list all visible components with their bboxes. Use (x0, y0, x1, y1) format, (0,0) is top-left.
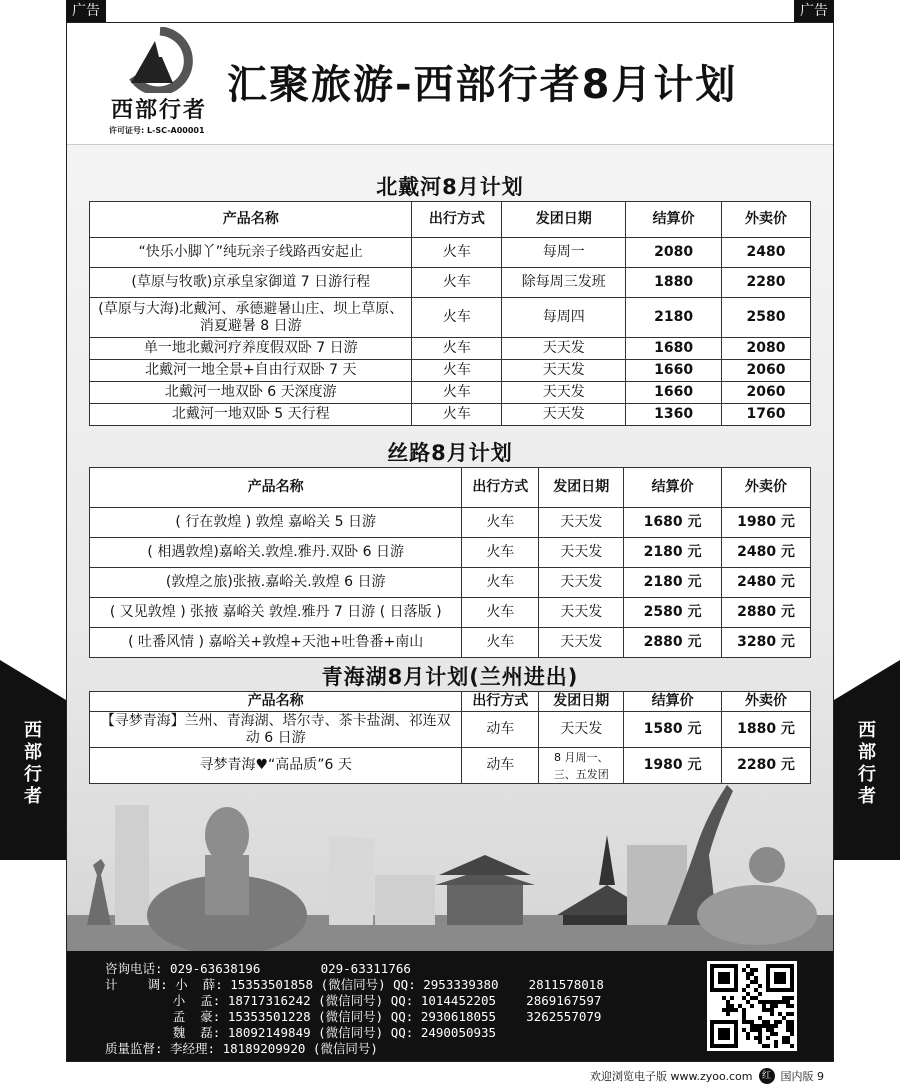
landmark-skyline-illustration (67, 765, 833, 951)
footer-edition: 国内版 9 (780, 1070, 824, 1083)
cell-name: (草原与牧歌)京承皇家御道 7 日游行程 (90, 268, 412, 298)
cell-cost: 1680 (626, 338, 722, 360)
cell-mode: 火车 (412, 338, 502, 360)
cell-mode: 火车 (462, 598, 539, 628)
cell-price: 2480 元 (722, 538, 811, 568)
cell-date: 天天发 (539, 538, 624, 568)
cell-price: 2060 (722, 360, 811, 382)
side-char: 行 (24, 764, 42, 785)
contact-phone: 咨询电话: 029-63638196 029-63311766 (105, 961, 411, 976)
table-row (90, 298, 811, 338)
footer-website: 欢迎浏览电子版 www.zyoo.com (589, 1070, 753, 1083)
section-title-beidaihe: 北戴河8月计划 (376, 175, 524, 199)
cell-name: 北戴河一地全景+自由行双卧 7 天 (90, 360, 412, 382)
cell-name: ( 相遇敦煌)嘉峪关.敦煌.雅丹.双卧 6 日游 (90, 538, 462, 568)
cell-mode: 火车 (412, 404, 502, 426)
cell-mode: 火车 (412, 298, 502, 338)
page-title: 汇聚旅游-西部行者8月计划 (227, 62, 738, 108)
side-char: 者 (858, 786, 876, 807)
column-header: 出行方式 (412, 202, 502, 238)
column-header: 发团日期 (502, 202, 626, 238)
side-banner-text (0, 720, 66, 808)
cell-name: 单一地北戴河疗养度假双卧 7 日游 (90, 338, 412, 360)
cell-cost: 1880 (626, 268, 722, 298)
column-header: 出行方式 (462, 468, 539, 508)
page-footer (590, 1068, 824, 1084)
cell-date: 8 月周一、三、五发团 (539, 748, 624, 784)
cell-mode: 火车 (412, 238, 502, 268)
table-row (90, 338, 811, 360)
side-banner-text (834, 720, 900, 808)
cell-cost: 2180 元 (624, 568, 722, 598)
side-char: 部 (858, 742, 876, 763)
cell-price: 1980 元 (722, 508, 811, 538)
cell-cost: 1660 (626, 360, 722, 382)
side-char: 西 (858, 720, 876, 741)
table-row (90, 238, 811, 268)
column-header: 产品名称 (90, 468, 462, 508)
cell-date: 天天发 (502, 382, 626, 404)
cell-cost: 2180 元 (624, 538, 722, 568)
table-row (90, 382, 811, 404)
cell-name: (草原与大海)北戴河、承德避暑山庄、坝上草原、消夏避暑 8 日游 (90, 298, 412, 338)
column-header: 发团日期 (539, 468, 624, 508)
logo-text: 西部行者 (111, 97, 208, 123)
cell-date: 除每周三发班 (502, 268, 626, 298)
cell-mode: 火车 (462, 508, 539, 538)
cell-price: 2080 (722, 338, 811, 360)
column-header: 结算价 (624, 468, 722, 508)
advertisement-page (66, 22, 834, 1062)
cell-cost: 1660 (626, 382, 722, 404)
red-edition-icon: 红 (759, 1068, 775, 1084)
page-header (67, 23, 833, 145)
cell-date: 每周一 (502, 238, 626, 268)
cell-price: 1880 元 (722, 712, 811, 748)
cell-name: 北戴河一地双卧 5 天行程 (90, 404, 412, 426)
cell-name: ( 吐番风情 ) 嘉峪关+敦煌+天池+吐鲁番+南山 (90, 628, 462, 658)
contact-panel (67, 951, 833, 1061)
table-row (90, 568, 811, 598)
table-row (90, 404, 811, 426)
silk-road-plan-table (89, 467, 811, 658)
cell-mode: 火车 (462, 568, 539, 598)
cell-mode: 火车 (412, 360, 502, 382)
side-char: 西 (24, 720, 42, 741)
cell-mode: 动车 (462, 748, 539, 784)
planner-contact: 小 孟: 18717316242 (微信同号) QQ: 1014452205 2869167597 (105, 993, 602, 1008)
cell-cost: 2880 元 (624, 628, 722, 658)
cell-name: (敦煌之旅)张掖.嘉峪关.敦煌 6 日游 (90, 568, 462, 598)
qr-code-icon (710, 964, 794, 1048)
cell-cost: 1980 元 (624, 748, 722, 784)
table-row (90, 712, 811, 748)
cell-name: ( 行在敦煌 ) 敦煌 嘉峪关 5 日游 (90, 508, 462, 538)
side-char: 行 (858, 764, 876, 785)
cell-cost: 1360 (626, 404, 722, 426)
cell-cost: 2580 元 (624, 598, 722, 628)
cell-date: 天天发 (539, 628, 624, 658)
cell-mode: 火车 (462, 538, 539, 568)
cell-price: 2280 (722, 268, 811, 298)
section-title-silk-road: 丝路8月计划 (387, 441, 513, 465)
column-header: 产品名称 (90, 692, 462, 712)
table-row (90, 360, 811, 382)
cell-name: 【寻梦青海】兰州、青海湖、塔尔寺、茶卡盐湖、祁连双动 6 日游 (90, 712, 462, 748)
cell-date: 天天发 (539, 568, 624, 598)
table-header-row (90, 202, 811, 238)
cell-price: 2280 元 (722, 748, 811, 784)
cell-mode: 火车 (462, 628, 539, 658)
column-header: 结算价 (624, 692, 722, 712)
plan-content (67, 145, 833, 951)
cell-price: 2880 元 (722, 598, 811, 628)
cell-name: “快乐小脚丫”纯玩亲子线路西安起止 (90, 238, 412, 268)
cell-price: 3280 元 (722, 628, 811, 658)
cell-date: 每周四 (502, 298, 626, 338)
planner-contact: 魏 磊: 18092149849 (微信同号) QQ: 2490050935 (105, 1025, 497, 1040)
side-char: 部 (24, 742, 42, 763)
cell-price: 2480 (722, 238, 811, 268)
ad-label-right: 广告 (794, 0, 834, 22)
cell-date: 天天发 (502, 360, 626, 382)
cell-price: 2480 元 (722, 568, 811, 598)
quality-supervisor: 质量监督: 李经理: 18189209920 (微信同号) (105, 1041, 378, 1056)
qr-code[interactable] (707, 961, 797, 1051)
column-header: 外卖价 (722, 202, 811, 238)
cell-mode: 动车 (462, 712, 539, 748)
planner-contact: 计 调: 小 薛: 15353501858 (微信同号) QQ: 2953339380 2811578018 (105, 977, 604, 992)
cell-name: 北戴河一地双卧 6 天深度游 (90, 382, 412, 404)
cell-cost: 1680 元 (624, 508, 722, 538)
table-header-row (90, 692, 811, 712)
cell-date: 天天发 (539, 712, 624, 748)
table-row (90, 598, 811, 628)
cell-name: ( 又见敦煌 ) 张掖 嘉峪关 敦煌.雅丹 7 日游 ( 日落版 ) (90, 598, 462, 628)
cell-cost: 2180 (626, 298, 722, 338)
cell-price: 1760 (722, 404, 811, 426)
cell-date: 天天发 (502, 404, 626, 426)
side-char: 者 (24, 786, 42, 807)
brand-logo (97, 27, 227, 137)
table-row (90, 628, 811, 658)
section-title-qinghai: 青海湖8月计划(兰州进出) (321, 665, 579, 689)
cell-date: 天天发 (539, 508, 624, 538)
cell-date: 天天发 (539, 598, 624, 628)
column-header: 发团日期 (539, 692, 624, 712)
table-row (90, 538, 811, 568)
column-header: 外卖价 (722, 692, 811, 712)
column-header: 结算价 (626, 202, 722, 238)
mountain-logo-icon (125, 27, 195, 93)
cell-mode: 火车 (412, 382, 502, 404)
column-header: 出行方式 (462, 692, 539, 712)
cell-name: 寻梦青海♥“高品质”6 天 (90, 748, 462, 784)
cell-mode: 火车 (412, 268, 502, 298)
cell-price: 2060 (722, 382, 811, 404)
table-row (90, 508, 811, 538)
cell-date: 天天发 (502, 338, 626, 360)
planner-contact: 孟 豪: 15353501228 (微信同号) QQ: 2930618055 3262557079 (105, 1009, 602, 1024)
license-number: 许可证号: L-SC-A00001 (109, 126, 205, 135)
beidaihe-plan-table (89, 201, 811, 426)
side-banner-left (0, 660, 66, 860)
side-banner-right (834, 660, 900, 860)
column-header: 产品名称 (90, 202, 412, 238)
cell-price: 2580 (722, 298, 811, 338)
cell-cost: 2080 (626, 238, 722, 268)
ad-label-left: 广告 (66, 0, 106, 22)
column-header: 外卖价 (722, 468, 811, 508)
table-header-row (90, 468, 811, 508)
table-row (90, 268, 811, 298)
cell-cost: 1580 元 (624, 712, 722, 748)
